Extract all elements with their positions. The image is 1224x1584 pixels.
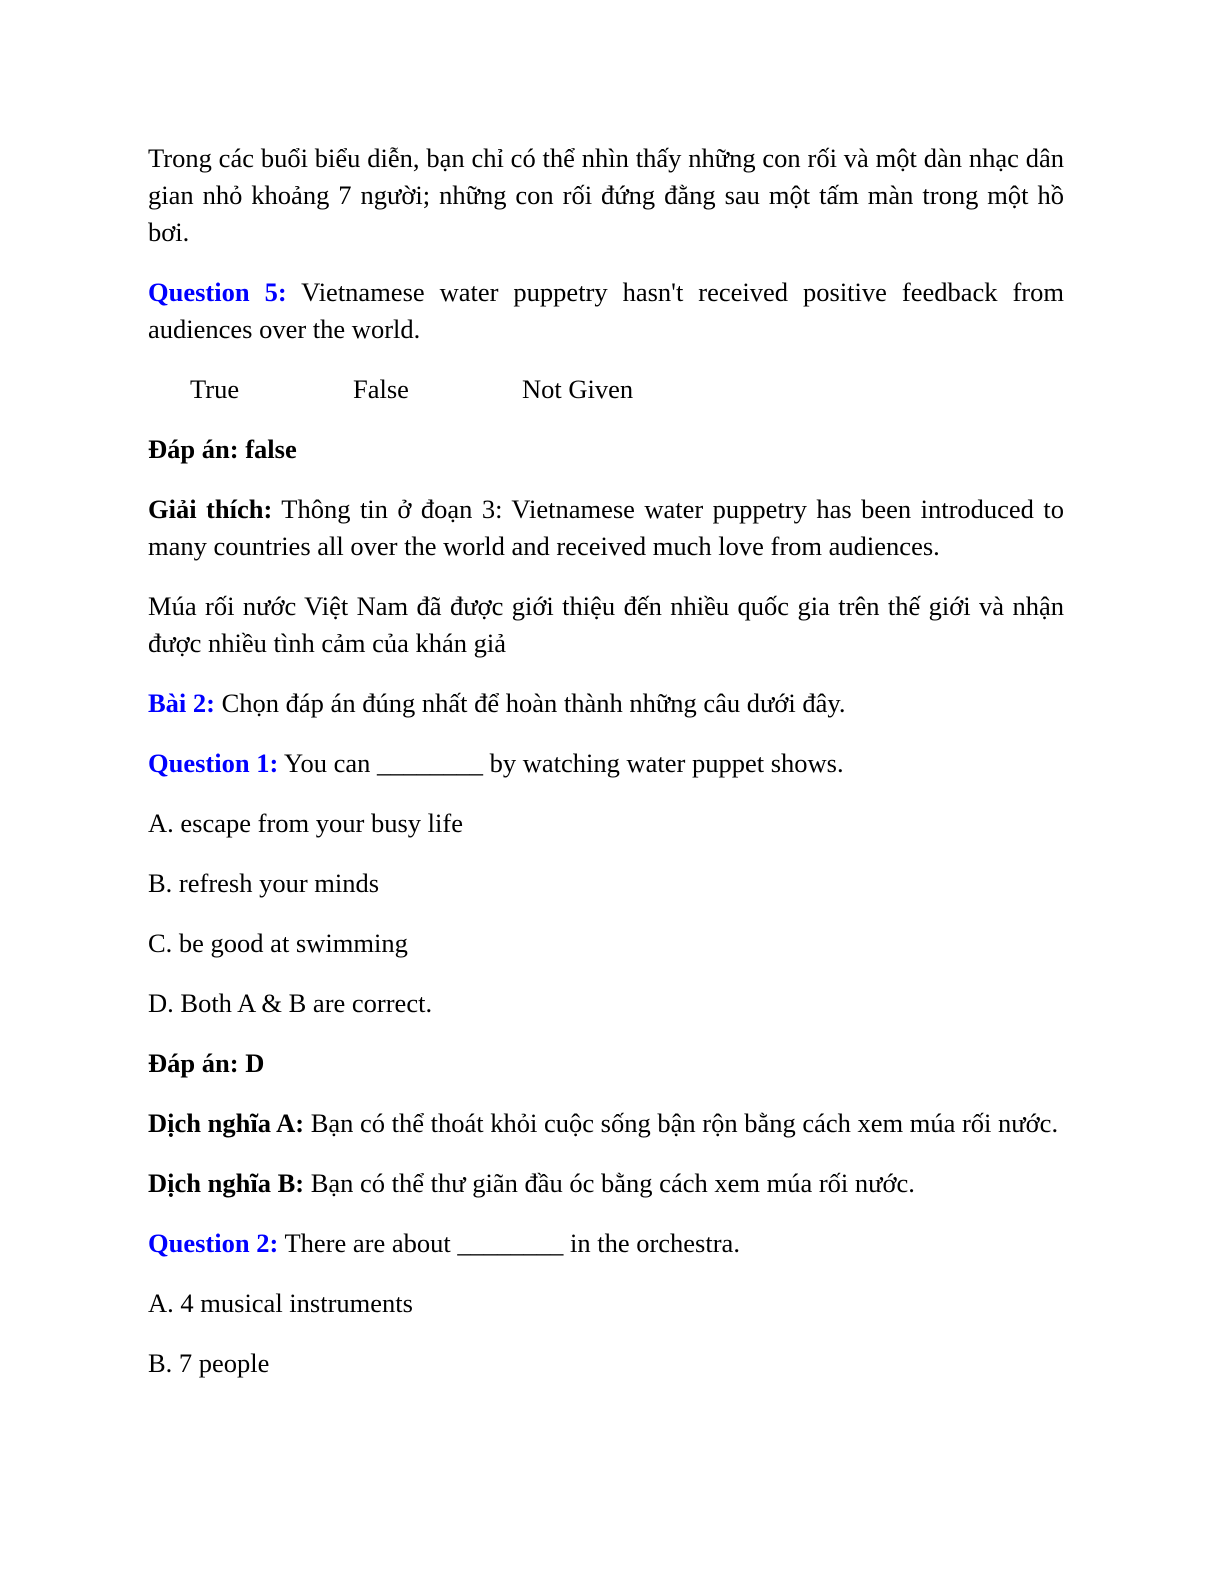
question-5-translation: Múa rối nước Việt Nam đã được giới thiệu đến nhiều quốc gia trên thế giới và nhận được nhiều tình cảm của khán giả xyxy=(148,591,1064,658)
intro-paragraph xyxy=(148,140,1064,251)
question-1-label: Question 1: xyxy=(148,748,279,778)
question-5-explanation xyxy=(148,491,1064,565)
question-5-label: Question 5: xyxy=(148,277,287,307)
question-1-answer: Đáp án: D xyxy=(148,1048,265,1078)
question-2-option-b: B. 7 people xyxy=(148,1348,270,1378)
question-1-text: You can ________ by watching water puppet shows. xyxy=(278,748,844,778)
question-1-option-a: A. escape from your busy life xyxy=(148,808,463,838)
question-2-label: Question 2: xyxy=(148,1228,279,1258)
question-5-answer: Đáp án: false xyxy=(148,434,297,464)
explanation-label: Giải thích: xyxy=(148,494,273,524)
option-false: False xyxy=(353,374,409,404)
translation-a-text: Bạn có thể thoát khỏi cuộc sống bận rộn bằng cách xem múa rối nước. xyxy=(304,1108,1059,1138)
question-2 xyxy=(148,1225,1064,1262)
translation-a xyxy=(148,1105,1064,1142)
question-5-text: Vietnamese water puppetry hasn't received positive feedback from audiences over the world. xyxy=(148,277,1064,344)
question-5-options xyxy=(148,371,1064,408)
question-1-option-b: B. refresh your minds xyxy=(148,868,380,898)
translation-b xyxy=(148,1165,1064,1202)
translation-a-label: Dịch nghĩa A: xyxy=(148,1108,305,1138)
question-5 xyxy=(148,274,1064,348)
translation-b-label: Dịch nghĩa B: xyxy=(148,1168,305,1198)
exercise-2-label: Bài 2: xyxy=(148,688,215,718)
option-true: True xyxy=(190,374,240,404)
explanation-text: Thông tin ở đoạn 3: Vietnamese water puppetry has been introduced to many countries all over the world and received much love from audiences. xyxy=(148,494,1065,561)
question-2-text: There are about ________ in the orchestra. xyxy=(278,1228,740,1258)
option-not-given: Not Given xyxy=(522,374,634,404)
document-page xyxy=(148,140,1064,1405)
translation-b-text: Bạn có thể thư giãn đầu óc bằng cách xem múa rối nước. xyxy=(304,1168,915,1198)
exercise-2-text: Chọn đáp án đúng nhất để hoàn thành những câu dưới đây. xyxy=(215,688,846,718)
question-1-option-d: D. Both A & B are correct. xyxy=(148,988,433,1018)
intro-text: Trong các buổi biểu diễn, bạn chỉ có thể nhìn thấy những con rối và một dàn nhạc dân gian nhỏ khoảng 7 người; những con rối đứng đằng sau một tấm màn trong một hồ bơi. xyxy=(148,143,1064,247)
question-1 xyxy=(148,745,1064,782)
exercise-2-heading xyxy=(148,685,1064,722)
question-1-option-c: C. be good at swimming xyxy=(148,928,408,958)
question-2-option-a: A. 4 musical instruments xyxy=(148,1288,413,1318)
